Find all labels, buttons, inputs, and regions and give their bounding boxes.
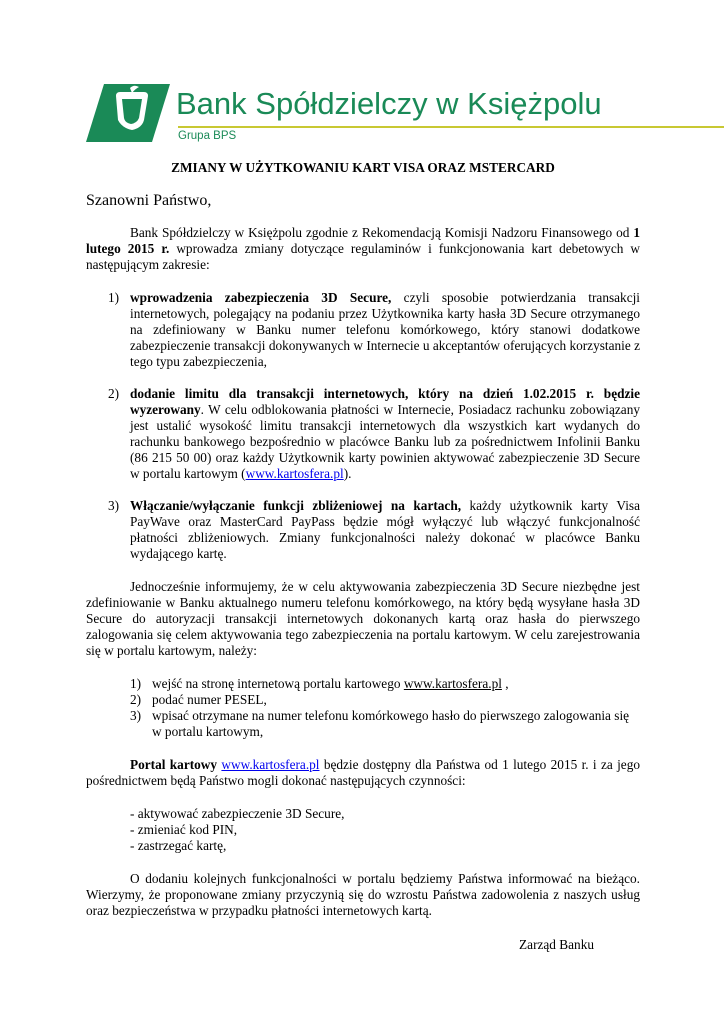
change-item-2 [86, 386, 640, 482]
kartosfera-link[interactable]: www.kartosfera.pl [245, 466, 344, 481]
letter-title: ZMIANY W UŻYTKOWANIU KART VISA ORAZ MSTERCARD [171, 160, 555, 175]
portal-text: będzie dostępny dla Państwa od 1 lutego 2015 r. i za jego pośrednictwem będą Państwo mogli dokonać następujących czynności: [86, 757, 640, 788]
change-item-3 [86, 498, 640, 562]
step-text: wpisać otrzymane na numer telefonu komórkowego hasło do pierwszego zalogowania się w portalu kartowym, [152, 708, 630, 739]
portal-heading: Portal kartowy [130, 757, 218, 772]
intro-text-2: wprowadza zmiany dotyczące regulaminów i funkcjonowania kart debetowych w następującym zakresie: [86, 241, 640, 272]
step-text: podać numer PESEL, [152, 692, 267, 707]
list-item: - zastrzegać kartę, [130, 838, 227, 853]
step-number: 2) [130, 692, 142, 707]
change-heading: dodanie limitu dla transakcji internetowych, który na dzień 1.02.2015 r. będzie wyzerowany [130, 386, 640, 417]
registration-steps [86, 676, 640, 740]
change-number: 3) [108, 498, 120, 513]
intro-text-1: Bank Spółdzielczy w Księżpolu zgodnie z Rekomendacją Komisji Nadzoru Finansowego od [130, 225, 634, 240]
change-text: . W celu odblokowania płatności w Internecie, Posiadacz rachunku zobowiązany jest ustalić wysokość limitu transakcji internetowych dla wszystkich kart wydanych do rachunku bankowego bezpośrednio w placówce Banku lub za pośrednictwem Infolinii Banku (86 215 50 00) oraz każdy Użytkownik karty powinien aktywować zabezpieczenie 3D Secure w portalu kartowym ( [130, 402, 640, 481]
change-heading: Włączanie/wyłączanie funkcji zbliżeniowej na kartach, [130, 498, 462, 513]
kartosfera-link[interactable]: www.kartosfera.pl [403, 676, 502, 691]
signature: Zarząd Banku [519, 937, 594, 952]
portal-paragraph [86, 757, 640, 789]
info-paragraph: Jednocześnie informujemy, że w celu aktywowania zabezpieczenia 3D Secure niezbędne jest zdefiniowanie w Banku aktualnego numeru telefonu komórkowego, na który będą wysyłane hasła 3D Secure do autoryzacji transakcji internetowych dokonanych kartą oraz hasła do pierwszego zalogowania się celem aktywowania tego zabezpieczenia na portalu kartowym. W celu zarejestrowania się w portalu kartowym, należy: [86, 579, 640, 658]
step-number: 1) [130, 676, 142, 691]
change-text: czyli sposobie potwierdzania transakcji internetowych, polegający na podaniu przez Użytkownika karty hasła 3D Secure otrzymanego na zdefiniowany w Banku numer telefonu komórkowego, który stanowi dodatkowe zabezpieczenie transakcji dokonywanych w Internecie u akceptantów oferujących korzystanie z tego typu zabezpieczenia, [130, 290, 640, 369]
step-tail: , [501, 676, 509, 691]
bank-group: Grupa BPS [178, 130, 237, 142]
change-text: każdy użytkownik karty Visa PayWave oraz MasterCard PayPass będzie mógł wyłączyć lub włączyć funkcjonalność płatności zbliżeniowych. Zmiany funkcjonalności należy dokonać w placówce Banku wydającego kartę. [130, 498, 640, 561]
bank-name: Bank Spółdzielczy w Księżpolu [176, 86, 602, 121]
brand-divider [178, 126, 724, 128]
closing-paragraph: O dodaniu kolejnych funkcjonalności w portalu będziemy Państwa informować na bieżąco. Wierzymy, że proponowane zmiany przyczynią się do wzrostu Państwa zadowolenia z naszych usług oraz bezpieczeństwa w przypadku płatności internetowych kartą. [86, 871, 640, 918]
list-item [130, 708, 640, 740]
bank-logo [86, 82, 646, 144]
actions-list [86, 806, 640, 854]
list-item: - zmieniać kod PIN, [130, 822, 238, 837]
kartosfera-link[interactable]: www.kartosfera.pl [221, 757, 320, 772]
intro-paragraph [86, 225, 640, 273]
change-heading: wprowadzenia zabezpieczenia 3D Secure, [130, 290, 392, 305]
change-item-1 [86, 290, 640, 370]
salutation: Szanowni Państwo, [86, 192, 212, 209]
change-tail: ). [343, 466, 352, 481]
step-number: 3) [130, 708, 142, 723]
list-item: - aktywować zabezpieczenie 3D Secure, [130, 806, 345, 821]
bank-logo-icon [86, 84, 170, 142]
intro-date: 1 lutego 2015 r. [86, 225, 640, 256]
list-item [130, 676, 640, 692]
list-item [130, 692, 640, 708]
change-number: 2) [108, 386, 120, 401]
letter-body [86, 160, 640, 953]
change-number: 1) [108, 290, 120, 305]
step-text: wejść na stronę internetową portalu kartowego [152, 676, 404, 691]
